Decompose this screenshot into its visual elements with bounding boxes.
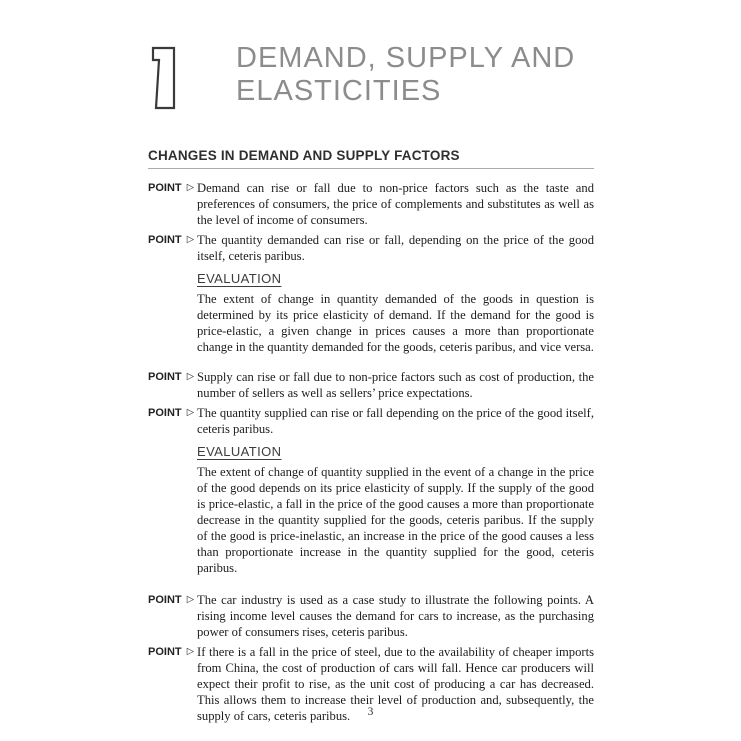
point-text: The quantity demanded can rise or fall, depending on the price of the good itself, ceteris paribus. [197,233,594,263]
point-text: The car industry is used as a case study to illustrate the following points. A rising income level causes the demand for cars to increase, as the purchasing power of consumers rises, ceteris paribus. [197,593,594,639]
evaluation-text: The extent of change of quantity supplied in the event of a change in the price of the good depends on its price elasticity of supply. If the supply of the good is price-elastic, a fall in the price of the good causes a more than proportionate decrease in the quantity supplied for the goods, ceteris paribus. If the supply of the good is price-inelastic, an increase in the price of the good causes a less than proportionate increase in the quantity supplied for the good, ceteris paribus. [197,465,594,575]
triangle-marker-icon: ▷ [186,234,194,245]
triangle-marker-icon: ▷ [186,371,194,382]
point-item [148,405,594,437]
point-text: Supply can rise or fall due to non-price factors such as cost of production, the number of sellers as well as sellers’ price expectations. [197,370,594,400]
evaluation-heading: EVALUATION [197,444,282,459]
point-item [148,232,594,264]
point-label-text: POINT [148,594,182,606]
point-label [148,232,194,264]
chapter-title [236,42,575,108]
point-text: Demand can rise or fall due to non-price factors such as the taste and preferences of consumers, the price of complements and substitutes as well as the level of income of consumers. [197,181,594,227]
point-label-text: POINT [148,234,182,246]
chapter-title-line1: DEMAND, SUPPLY AND [236,42,576,74]
triangle-marker-icon: ▷ [186,407,194,418]
point-label-text: POINT [148,182,182,194]
section-heading: CHANGES IN DEMAND AND SUPPLY FACTORS [148,148,594,169]
evaluation-heading: EVALUATION [197,271,282,286]
triangle-marker-icon: ▷ [186,182,194,193]
page-number: 3 [367,706,374,718]
triangle-marker-icon: ▷ [186,594,194,605]
point-label [148,592,194,640]
point-label-text: POINT [148,407,182,419]
triangle-marker-icon: ▷ [186,646,194,657]
point-item [148,369,594,401]
chapter-header [148,42,594,115]
point-label [148,405,194,437]
point-item [148,180,594,228]
point-text: The quantity supplied can rise or fall depending on the price of the good itself, ceteris paribus. [197,406,594,436]
point-text: If there is a fall in the price of steel, due to the availability of cheaper imports from China, the cost of production of cars will fall. Hence car producers will expect their profit to rise, as the unit cost of producing a car has decreased. This allows them to increase their level of production and, subsequently, the supply of cars, ceteris paribus. [197,645,594,723]
document-page [148,0,594,724]
point-label-text: POINT [148,646,182,658]
point-label [148,180,194,228]
chapter-title-line2: ELASTICITIES [236,75,442,107]
evaluation-text: The extent of change in quantity demanded of the goods in question is determined by its price elasticity of demand. If the demand for the good is price-elastic, a given change in prices causes a more than proportionate change in the quantity demanded for the goods, ceteris paribus, and vice versa. [197,292,594,354]
chapter-number [148,46,180,115]
evaluation-block [197,443,594,576]
evaluation-block [197,270,594,355]
chapter-number-outline-icon [148,46,180,110]
point-item [148,592,594,640]
point-label [148,369,194,401]
point-label-text: POINT [148,371,182,383]
